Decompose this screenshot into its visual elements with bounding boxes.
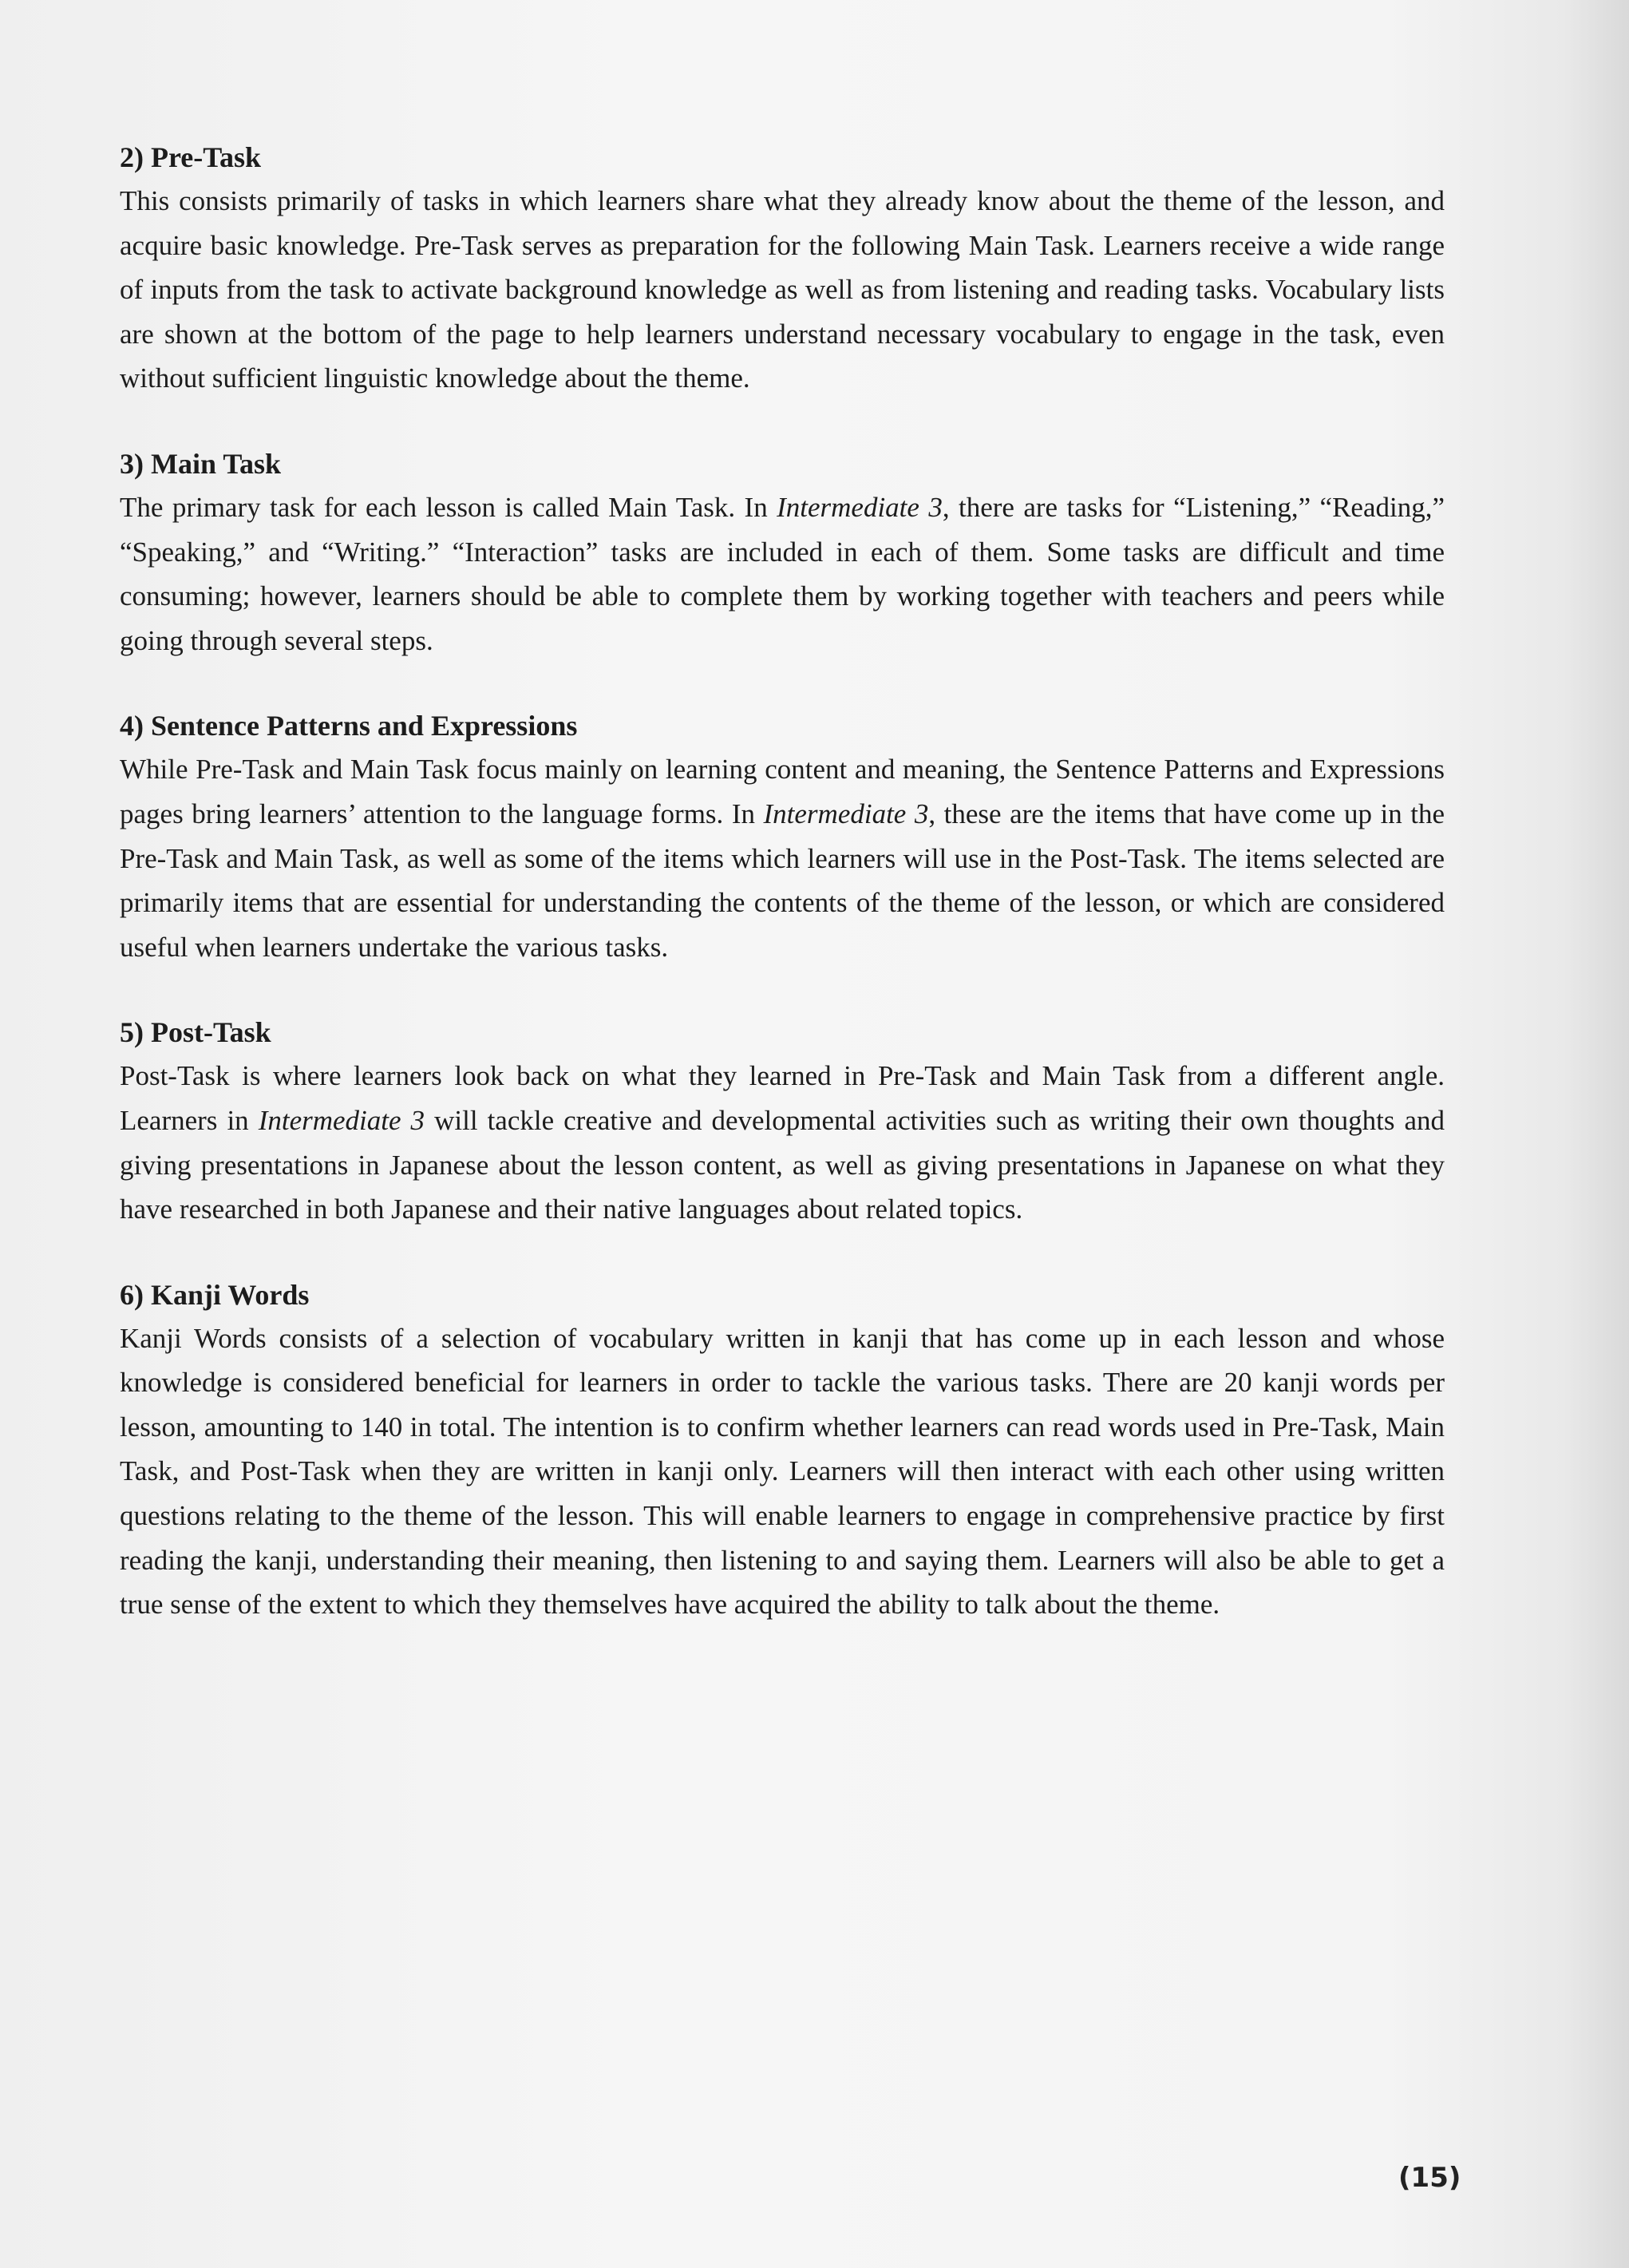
section-body bbox=[120, 747, 1445, 969]
book-title: Intermediate 3 bbox=[763, 798, 929, 829]
section-body bbox=[120, 1054, 1445, 1231]
section-kanji-words bbox=[120, 1273, 1445, 1627]
section-heading: 3) Main Task bbox=[120, 447, 282, 480]
section-pre-task bbox=[120, 136, 1445, 401]
body-text: , there are tasks for “Listening,” “Reading,” “Speaking,” and “Writing.” “Interaction” tasks are included in each of them. Some tasks are difficult and time consuming; however, learners should be able to complete them by working together with teachers and peers while going through several steps. bbox=[120, 491, 1445, 656]
book-title: Intermediate 3 bbox=[258, 1104, 425, 1136]
body-text: , these are the items that have come up in the Pre-Task and Main Task, as well as some of the items which learners will use in the Post-Task. The items selected are primarily items that are essential for understanding the contents of the theme of the lesson, or which are considered useful when learners undertake the various tasks. bbox=[120, 798, 1445, 963]
body-text: Kanji Words consists of a selection of vocabulary written in kanji that has come up in each lesson and whose knowledge is considered beneficial for learners in order to tackle the various tasks. There are 20 kanji words per lesson, amounting to 140 in total. The intention is to confirm whether learners can read words used in Pre-Task, Main Task, and Post-Task when they are written in kanji only. Learners will then interact with each other using written questions relating to the theme of the lesson. This will enable learners to engage in comprehensive practice by first reading the kanji, understanding their meaning, then listening to and saying them. Learners will also be able to get a true sense of the extent to which they themselves have acquired the ability to talk about the theme. bbox=[120, 1322, 1445, 1621]
section-post-task bbox=[120, 1011, 1445, 1231]
section-heading: 6) Kanji Words bbox=[120, 1278, 310, 1311]
body-text: The primary task for each lesson is called Main Task. In bbox=[120, 491, 777, 523]
document-page bbox=[120, 136, 1445, 1668]
section-sentence-patterns bbox=[120, 704, 1445, 969]
section-body bbox=[120, 179, 1445, 401]
body-text: While Pre-Task and Main Task focus mainly on learning content and meaning, the Sentence Patterns and Expressions pages bring learners’ attention to the language forms. In bbox=[120, 754, 1445, 829]
body-text: will tackle creative and developmental activities such as writing their own thoughts and giving presentations in Japanese about the lesson content, as well as giving presentations in Japanese on what they have researched in both Japanese and their native languages about related topics. bbox=[120, 1104, 1445, 1225]
section-body bbox=[120, 485, 1445, 663]
section-body bbox=[120, 1316, 1445, 1627]
body-text: This consists primarily of tasks in which learners share what they already know about the theme of the lesson, and acquire basic knowledge. Pre-Task serves as preparation for the following Main Task. Learners receive a wide range of inputs from the task to activate background knowledge as well as from listening and reading tasks. Vocabulary lists are shown at the bottom of the page to help learners understand necessary vocabulary to engage in the task, even without sufficient linguistic knowledge about the theme. bbox=[120, 185, 1445, 394]
section-heading: 4) Sentence Patterns and Expressions bbox=[120, 710, 578, 742]
body-text: Post-Task is where learners look back on what they learned in Pre-Task and Main Task from a different angle. Learners in bbox=[120, 1060, 1445, 1136]
section-heading: 5) Post-Task bbox=[120, 1016, 271, 1049]
section-main-task bbox=[120, 442, 1445, 663]
book-title: Intermediate 3 bbox=[777, 491, 943, 523]
section-heading: 2) Pre-Task bbox=[120, 141, 262, 173]
page-number: (15) bbox=[1398, 2162, 1461, 2194]
